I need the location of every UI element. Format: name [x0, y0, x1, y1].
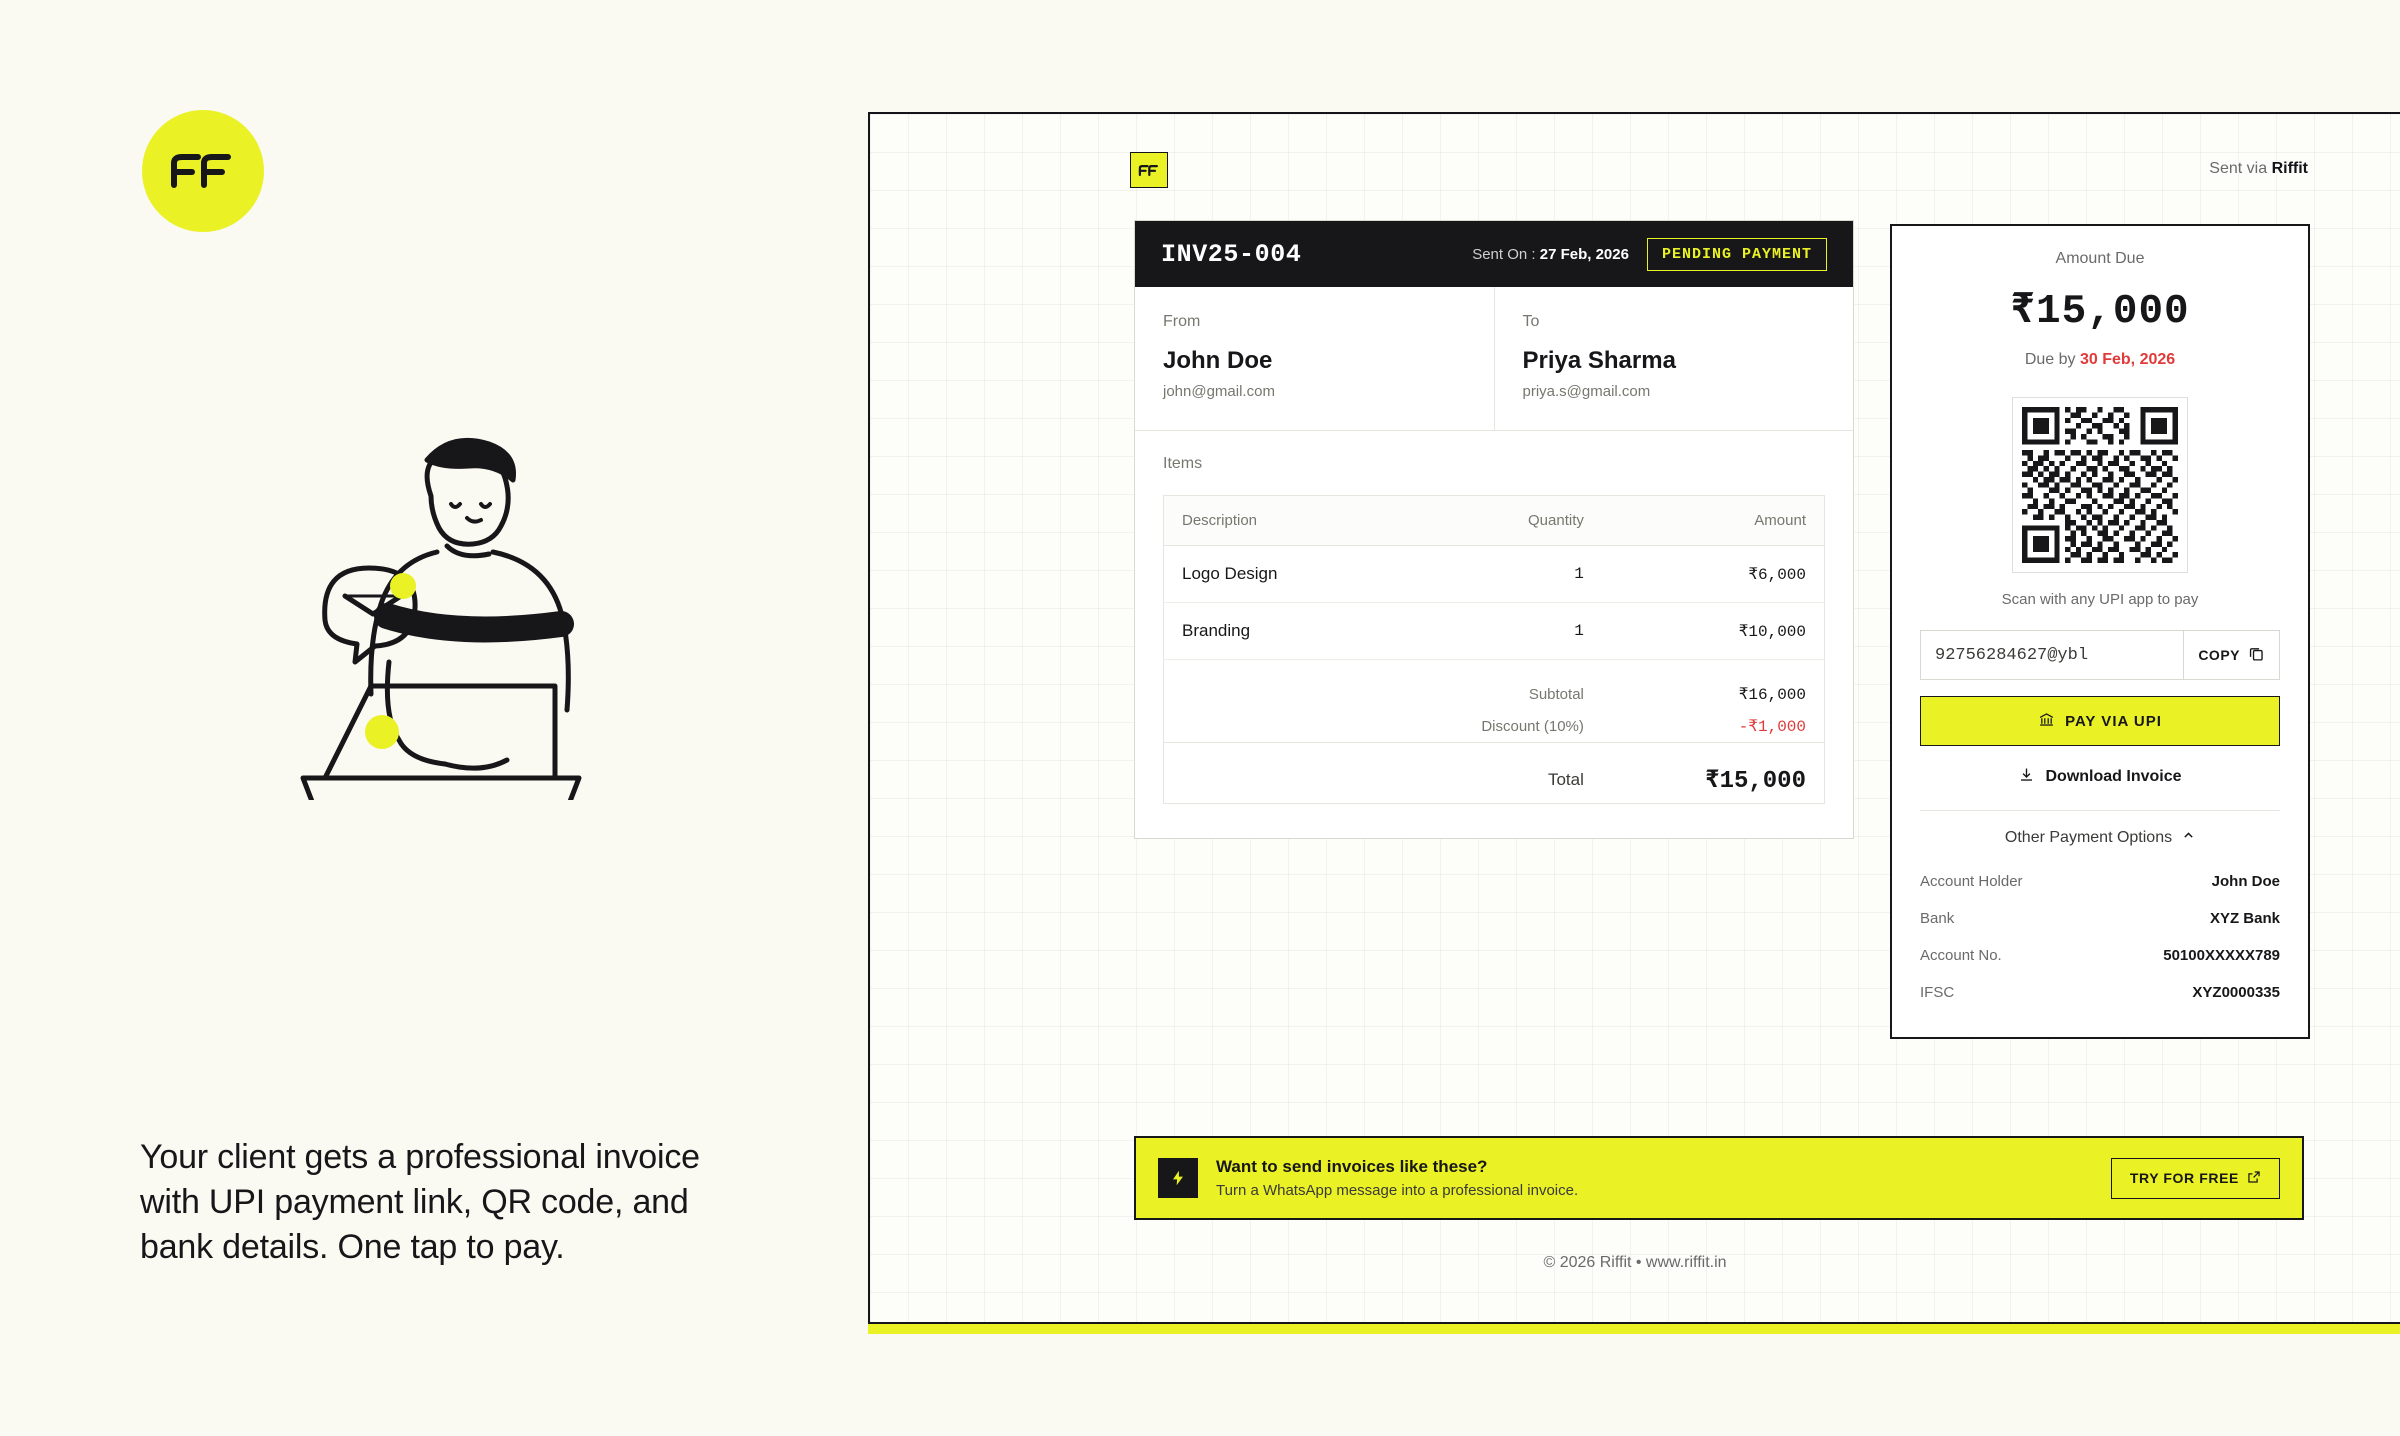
subtotal-value: ₹16,000: [1738, 686, 1806, 704]
invoice-card: [1134, 220, 1854, 839]
chevron-up-icon: [2182, 829, 2195, 847]
bank-detail-key: Account No.: [1920, 947, 2002, 964]
due-by: [1920, 351, 2280, 369]
bank-details-list: [1920, 863, 2280, 1011]
copy-label: COPY: [2198, 647, 2240, 663]
to-block: [1494, 287, 1854, 430]
bank-detail-key: Account Holder: [1920, 873, 2023, 890]
left-headline: Your client gets a professional invoice with UPI payment link, QR code, and bank details. One tap to pay.: [140, 1138, 700, 1267]
due-by-label: Due by: [2024, 351, 2080, 368]
total-value: ₹15,000: [1602, 743, 1825, 804]
table-row: [1164, 603, 1825, 660]
total-label: Total: [1377, 743, 1602, 804]
column-description: Description: [1164, 496, 1378, 546]
table-row: [1164, 546, 1825, 603]
sent-via-brand: Riffit: [2271, 160, 2308, 177]
preview-footer: © 2026 Riffit • www.riffit.in: [1543, 1254, 1727, 1271]
from-email: john@gmail.com: [1163, 383, 1275, 400]
to-label: To: [1522, 313, 1540, 330]
column-amount: Amount: [1602, 496, 1825, 546]
invoice-header: [1135, 221, 1853, 287]
discount-row: [1164, 710, 1825, 743]
try-for-free-button[interactable]: [2111, 1158, 2280, 1199]
bank-detail-value: XYZ0000335: [2192, 984, 2280, 1001]
preview-accent-bar: [868, 1324, 2400, 1334]
list-item: [1920, 937, 2280, 974]
other-payment-options-label: Other Payment Options: [2004, 829, 2173, 846]
copy-upi-button[interactable]: [2183, 631, 2279, 679]
qr-caption: Scan with any UPI app to pay: [2001, 591, 2199, 608]
amount-due-value: ₹15,000: [2010, 289, 2190, 335]
pay-via-upi-label: PAY VIA UPI: [2065, 712, 2162, 730]
list-item: [1920, 863, 2280, 900]
to-name: Priya Sharma: [1522, 347, 1676, 374]
cta-banner: [1134, 1136, 2304, 1220]
to-email: priya.s@gmail.com: [1522, 383, 1651, 400]
download-icon: [2018, 766, 2035, 788]
external-link-icon: [2247, 1170, 2261, 1187]
cta-subtitle: Turn a WhatsApp message into a professional invoice.: [1216, 1182, 1579, 1199]
status-badge: PENDING PAYMENT: [1647, 238, 1827, 271]
bank-detail-key: IFSC: [1920, 984, 1955, 1001]
lightning-bolt-icon: [1158, 1158, 1198, 1198]
total-row: [1164, 743, 1825, 804]
bank-detail-key: Bank: [1920, 910, 1955, 927]
cta-title: Want to send invoices like these?: [1216, 1157, 1488, 1176]
items-label: Items: [1163, 455, 1203, 472]
pay-via-upi-button[interactable]: [1920, 696, 2280, 746]
invoice-preview-window: [868, 112, 2400, 1324]
sent-on-label: Sent On :: [1472, 245, 1540, 263]
upi-id-value[interactable]: 92756284627@ybl: [1935, 645, 2089, 665]
sent-via-prefix: Sent via: [2209, 160, 2272, 177]
item-amount: ₹10,000: [1602, 603, 1825, 660]
upi-id-row: [1920, 630, 2280, 680]
other-payment-options-toggle[interactable]: [1920, 811, 2280, 863]
items-section: [1135, 431, 1853, 838]
payment-panel: [1890, 224, 2310, 1039]
subtotal-row: [1164, 660, 1825, 711]
amount-due-label: Amount Due: [2055, 250, 2145, 267]
from-label: From: [1163, 313, 1201, 330]
copy-icon: [2248, 645, 2265, 665]
discount-value: -₹1,000: [1738, 718, 1806, 736]
item-quantity: 1: [1377, 546, 1602, 603]
party-row: [1135, 287, 1853, 431]
list-item: [1920, 974, 2280, 1011]
item-description: Logo Design: [1164, 546, 1378, 603]
upi-qr-code: [2012, 397, 2188, 573]
try-for-free-label: TRY FOR FREE: [2129, 1170, 2239, 1186]
item-quantity: 1: [1377, 603, 1602, 660]
invoice-header-right: [1472, 238, 1827, 271]
item-description: Branding: [1164, 603, 1378, 660]
bank-icon: [2038, 711, 2055, 732]
left-panel: [0, 0, 870, 1436]
invoice-sent-on: [1472, 246, 1629, 263]
sent-via-label: [2209, 160, 2308, 178]
download-invoice-label: Download Invoice: [2045, 768, 2182, 785]
subtotal-label: Subtotal: [1528, 685, 1584, 703]
item-amount: ₹6,000: [1602, 546, 1825, 603]
items-table-header-row: [1164, 496, 1825, 546]
discount-label: Discount (10%): [1481, 717, 1584, 735]
cta-text: [1216, 1157, 2093, 1199]
bank-detail-value: 50100XXXXX789: [2163, 947, 2280, 964]
sent-on-value: 27 Feb, 2026: [1539, 245, 1629, 263]
column-quantity: Quantity: [1377, 496, 1602, 546]
person-at-laptop-illustration: [175, 400, 715, 800]
riffit-mini-logo-icon: [1130, 152, 1168, 188]
invoice-number: INV25-004: [1161, 239, 1302, 269]
items-table: [1163, 495, 1825, 804]
due-by-value: 30 Feb, 2026: [2079, 351, 2176, 368]
riffit-logo-icon: [142, 110, 264, 232]
bank-detail-value: XYZ Bank: [2209, 910, 2280, 927]
download-invoice-button[interactable]: [1920, 766, 2280, 788]
bank-detail-value: John Doe: [2211, 873, 2280, 890]
from-block: [1135, 287, 1494, 430]
from-name: John Doe: [1163, 347, 1273, 374]
list-item: [1920, 900, 2280, 937]
